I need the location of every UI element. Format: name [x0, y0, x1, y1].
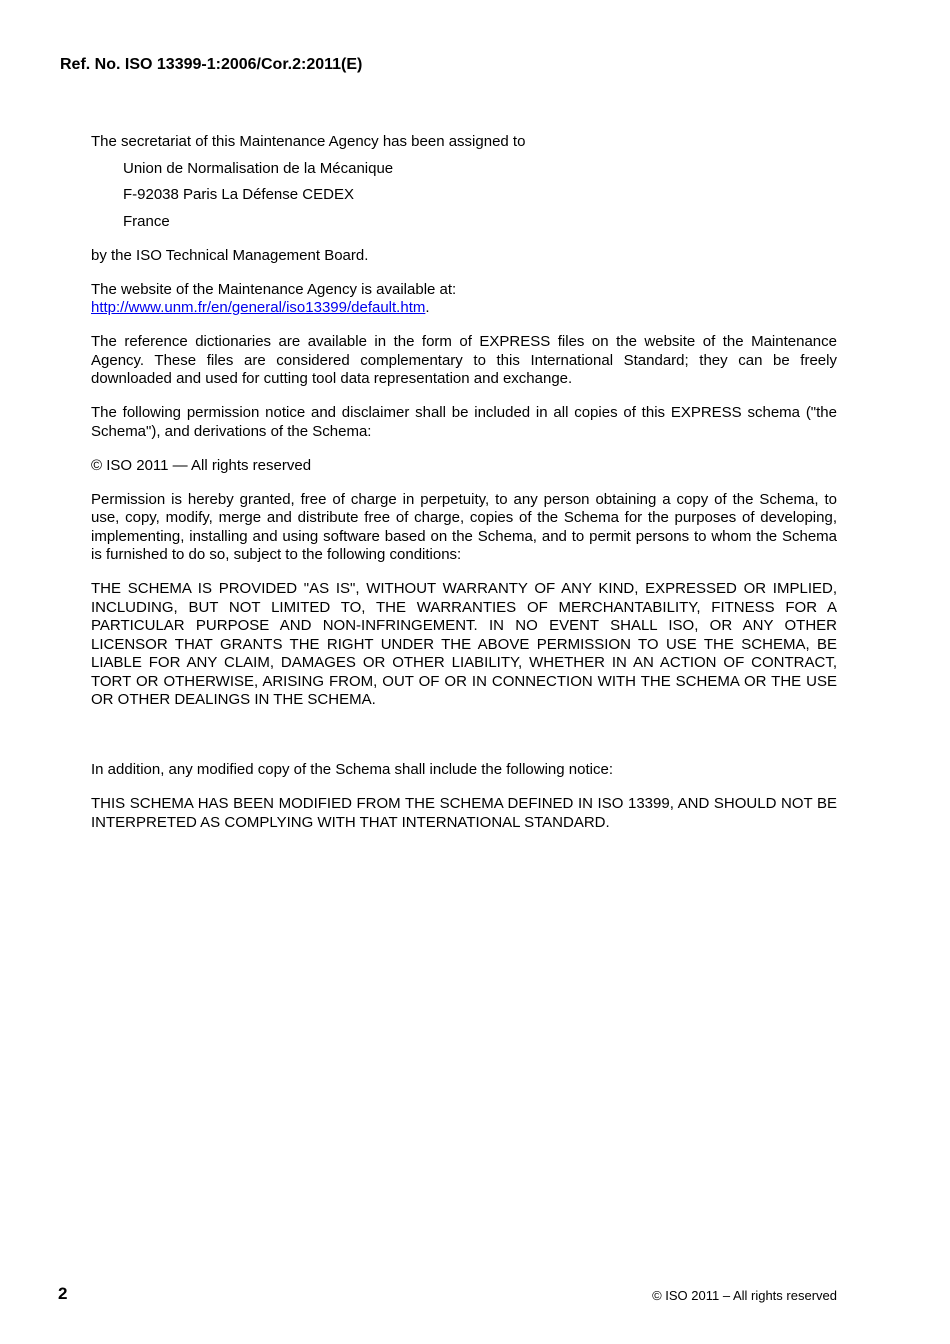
secretariat-intro: The secretariat of this Maintenance Agency has been assigned to: [91, 133, 526, 150]
website-paragraph: [91, 281, 837, 318]
document-reference-header: Ref. No. ISO 13399-1:2006/Cor.2:2011(E): [60, 56, 363, 73]
page-number: 2: [58, 1284, 68, 1303]
permission-paragraph: Permission is hereby granted, free of charge in perpetuity, to any person obtaining a copy of the Schema, to use, copy, modify, merge and distribute free of charge, copies of the Schema for the purposes of developing, implementing, installing and using software based on the Schema, and to permit persons to whom the Schema is furnished to do so, subject to the following conditions:: [91, 490, 837, 563]
website-intro: The website of the Maintenance Agency is available at:: [91, 280, 457, 298]
section-spacer: [91, 725, 837, 761]
address-line-city: F-92038 Paris La Défense CEDEX: [123, 186, 354, 203]
modified-intro-paragraph: In addition, any modified copy of the Schema shall include the following notice:: [91, 761, 613, 778]
reference-dictionaries-paragraph: The reference dictionaries are available in the form of EXPRESS files on the website of the Maintenance Agency. These files are considered complementary to this International Standard; they can be freely downloaded and used for cutting tool data representation and exchange.: [91, 333, 837, 387]
footer-copyright: © ISO 2011 – All rights reserved: [652, 1288, 837, 1303]
modified-notice-paragraph: THIS SCHEMA HAS BEEN MODIFIED FROM THE SCHEMA DEFINED IN ISO 13399, AND SHOULD NOT BE INTERPRETED AS COMPLYING WITH THAT INTERNATIONAL STANDARD.: [91, 795, 837, 831]
assigned-by-text: by the ISO Technical Management Board.: [91, 246, 369, 264]
maintenance-agency-link[interactable]: http://www.unm.fr/en/general/iso13399/default.htm: [91, 299, 426, 316]
copyright-line: © ISO 2011 — All rights reserved: [91, 456, 312, 474]
document-body: [91, 133, 837, 848]
website-punctuation: .: [425, 299, 430, 316]
address-line-country: France: [123, 212, 170, 230]
disclaimer-paragraph: THE SCHEMA IS PROVIDED "AS IS", WITHOUT WARRANTY OF ANY KIND, EXPRESSED OR IMPLIED, INCLUDING, BUT NOT LIMITED TO, THE WARRANTIES OF MERCHANTABILITY, FITNESS FOR A PARTICULAR PURPOSE AND NON-INFRINGEMENT. IN NO EVENT SHALL ISO, OR ANY OTHER LICENSOR THAT GRANTS THE RIGHT UNDER THE ABOVE PERMISSION TO USE THE SCHEMA, BE LIABLE FOR ANY CLAIM, DAMAGES OR OTHER LIABILITY, WHETHER IN AN ACTION OF CONTRACT, TORT OR OTHERWISE, ARISING FROM, OUT OF OR IN CONNECTION WITH THE SCHEMA OR THE USE OR OTHER DEALINGS IN THE SCHEMA.: [91, 580, 837, 708]
address-line-organization: Union de Normalisation de la Mécanique: [123, 159, 394, 177]
permission-intro-paragraph: The following permission notice and disclaimer shall be included in all copies of this EXPRESS schema ("the Schema"), and derivations of the Schema:: [91, 404, 837, 440]
